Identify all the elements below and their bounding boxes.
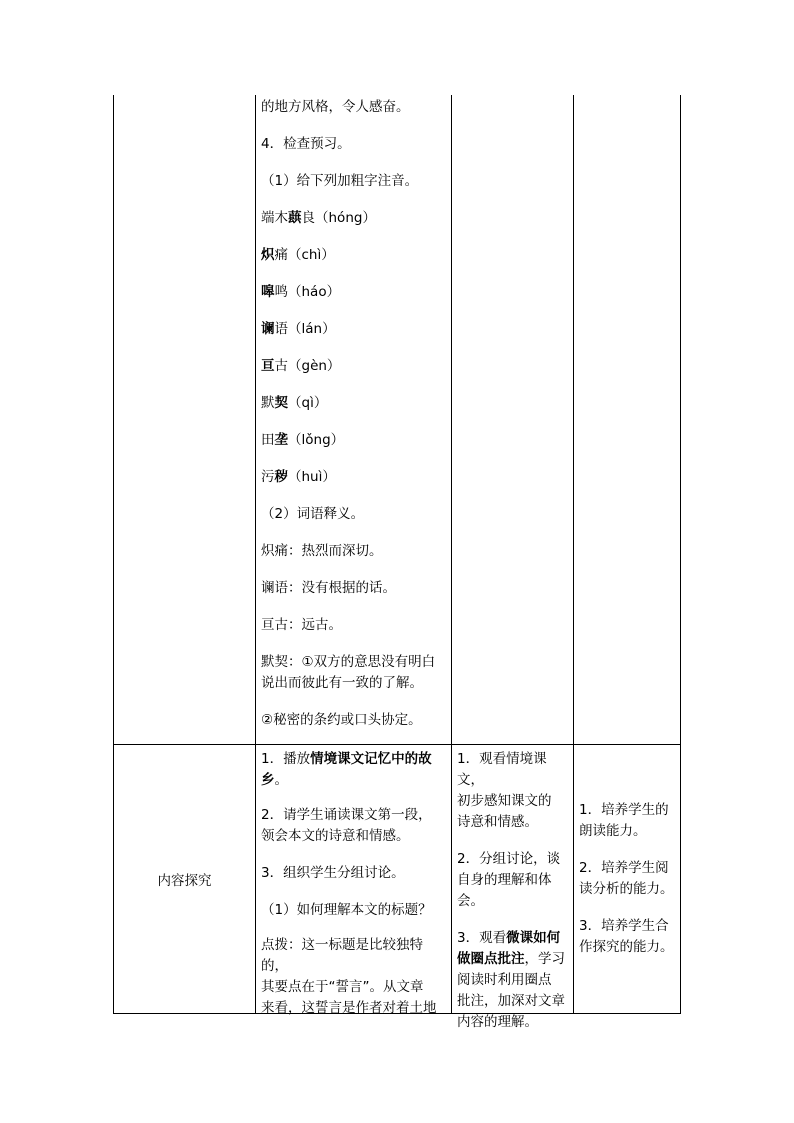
goal-line: 2．培养学生阅 bbox=[579, 860, 669, 876]
vocab-pinyin: （qì） bbox=[288, 395, 328, 411]
row2-teacher-cell bbox=[261, 749, 449, 1019]
student-line: 阅读时利用圈点 bbox=[457, 972, 552, 988]
vocab-item bbox=[261, 467, 449, 488]
vocab-bold-char: 垄 bbox=[274, 432, 288, 448]
activity-bold: 情境课文记忆中的故 bbox=[310, 751, 432, 767]
definition-item-cont: 说出而彼此有一致的了解。 bbox=[261, 675, 423, 691]
vocab-item bbox=[261, 208, 449, 229]
vocab-bold-char: 谰 bbox=[261, 321, 275, 337]
student-text: ，学习 bbox=[524, 951, 565, 967]
vocab-bold-char: 蕻 bbox=[288, 210, 302, 226]
vocab-bold-char: 亘 bbox=[261, 358, 275, 374]
activity-text: 1．播放 bbox=[261, 751, 311, 767]
definition-item: 谰语：没有根据的话。 bbox=[261, 580, 396, 596]
row2-goal-cell bbox=[579, 800, 679, 958]
question-line: （1）如何理解本文的标题？ bbox=[261, 902, 432, 918]
definition-item: 炽痛：热烈而深切。 bbox=[261, 543, 383, 559]
vocab-pinyin: 语（lán） bbox=[274, 321, 336, 337]
vocab-pinyin: 痛（chì） bbox=[274, 247, 335, 263]
vocab-pinyin: 鸣（háo） bbox=[274, 284, 341, 300]
row2-student-cell bbox=[457, 749, 571, 1033]
vocab-item bbox=[261, 430, 449, 451]
vocab-item bbox=[261, 319, 449, 340]
definition-task: （2）词语释义。 bbox=[261, 506, 365, 522]
vocab-pinyin: （lǒng） bbox=[288, 432, 345, 448]
row-divider bbox=[113, 744, 681, 745]
activity-line: 3．组织学生分组讨论。 bbox=[261, 865, 405, 881]
table-border-right bbox=[680, 95, 681, 1014]
vocab-bold-char: 嗥 bbox=[261, 284, 275, 300]
vocab-char: 田 bbox=[261, 432, 275, 448]
column-divider-3 bbox=[573, 95, 574, 1014]
activity-text: 。 bbox=[274, 772, 288, 788]
hint-line: 来看，这誓言是作者对着土地 bbox=[261, 1000, 437, 1016]
vocab-pinyin: （huì） bbox=[288, 469, 336, 485]
vocab-char: 端木 bbox=[261, 210, 288, 226]
student-bold: 微课如何 bbox=[506, 930, 561, 946]
goal-line: 1．培养学生的 bbox=[579, 802, 669, 818]
student-line: 初步感知课文的 bbox=[457, 793, 552, 809]
goal-line: 3．培养学生合 bbox=[579, 918, 669, 934]
student-line bbox=[457, 949, 571, 970]
student-line: 会。 bbox=[457, 893, 484, 909]
student-text: 3．观看 bbox=[457, 930, 507, 946]
vocab-item bbox=[261, 282, 449, 303]
vocab-item bbox=[261, 356, 449, 377]
activity-line bbox=[261, 749, 449, 770]
definition-item: 默契：①双方的意思没有明白 bbox=[261, 654, 436, 670]
text-line: 的地方风格，令人感奋。 bbox=[261, 99, 410, 115]
goal-line: 读分析的能力。 bbox=[579, 881, 674, 897]
hint-line: 点拨：这一标题是比较独特的， bbox=[261, 937, 423, 974]
definition-item: 亘古：远古。 bbox=[261, 617, 342, 633]
student-line: 诗意和情感。 bbox=[457, 814, 538, 830]
student-line: 自身的理解和体 bbox=[457, 872, 552, 888]
vocab-bold-char: 契 bbox=[274, 395, 288, 411]
student-line: 批注，加深对文章 bbox=[457, 993, 565, 1009]
activity-line bbox=[261, 770, 449, 791]
row1-procedure-cell bbox=[261, 97, 449, 731]
preview-heading: 4．检查预习。 bbox=[261, 136, 351, 152]
hint-line: 其要点在于“誓言”。从文章 bbox=[261, 979, 424, 995]
student-line bbox=[457, 928, 571, 949]
column-divider-2 bbox=[451, 95, 452, 1014]
vocab-bold-char: 秽 bbox=[274, 469, 288, 485]
vocab-pinyin: 良（hóng） bbox=[301, 210, 376, 226]
vocab-bold-char: 炽 bbox=[261, 247, 275, 263]
student-bold: 做圈点批注 bbox=[457, 951, 525, 967]
section-label-content-exploration: 内容探究 bbox=[157, 873, 212, 889]
vocab-char: 默 bbox=[261, 395, 275, 411]
pinyin-task: （1）给下列加粗字注音。 bbox=[261, 173, 419, 189]
vocab-item bbox=[261, 245, 449, 266]
definition-item: ②秘密的条约或口头协定。 bbox=[261, 712, 422, 728]
activity-line: 领会本文的诗意和情感。 bbox=[261, 828, 410, 844]
goal-line: 朗读能力。 bbox=[579, 823, 647, 839]
column-divider-1 bbox=[255, 95, 256, 1014]
activity-bold: 乡 bbox=[261, 772, 275, 788]
vocab-char: 污 bbox=[261, 469, 275, 485]
goal-line: 作探究的能力。 bbox=[579, 939, 674, 955]
student-line: 1．观看情境课文， bbox=[457, 751, 547, 788]
student-line: 2．分组讨论，谈 bbox=[457, 851, 561, 867]
vocab-pinyin: 古（gèn） bbox=[274, 358, 341, 374]
student-line: 内容的理解。 bbox=[457, 1014, 538, 1030]
activity-line: 2．请学生诵读课文第一段， bbox=[261, 807, 432, 823]
vocab-item bbox=[261, 393, 449, 414]
